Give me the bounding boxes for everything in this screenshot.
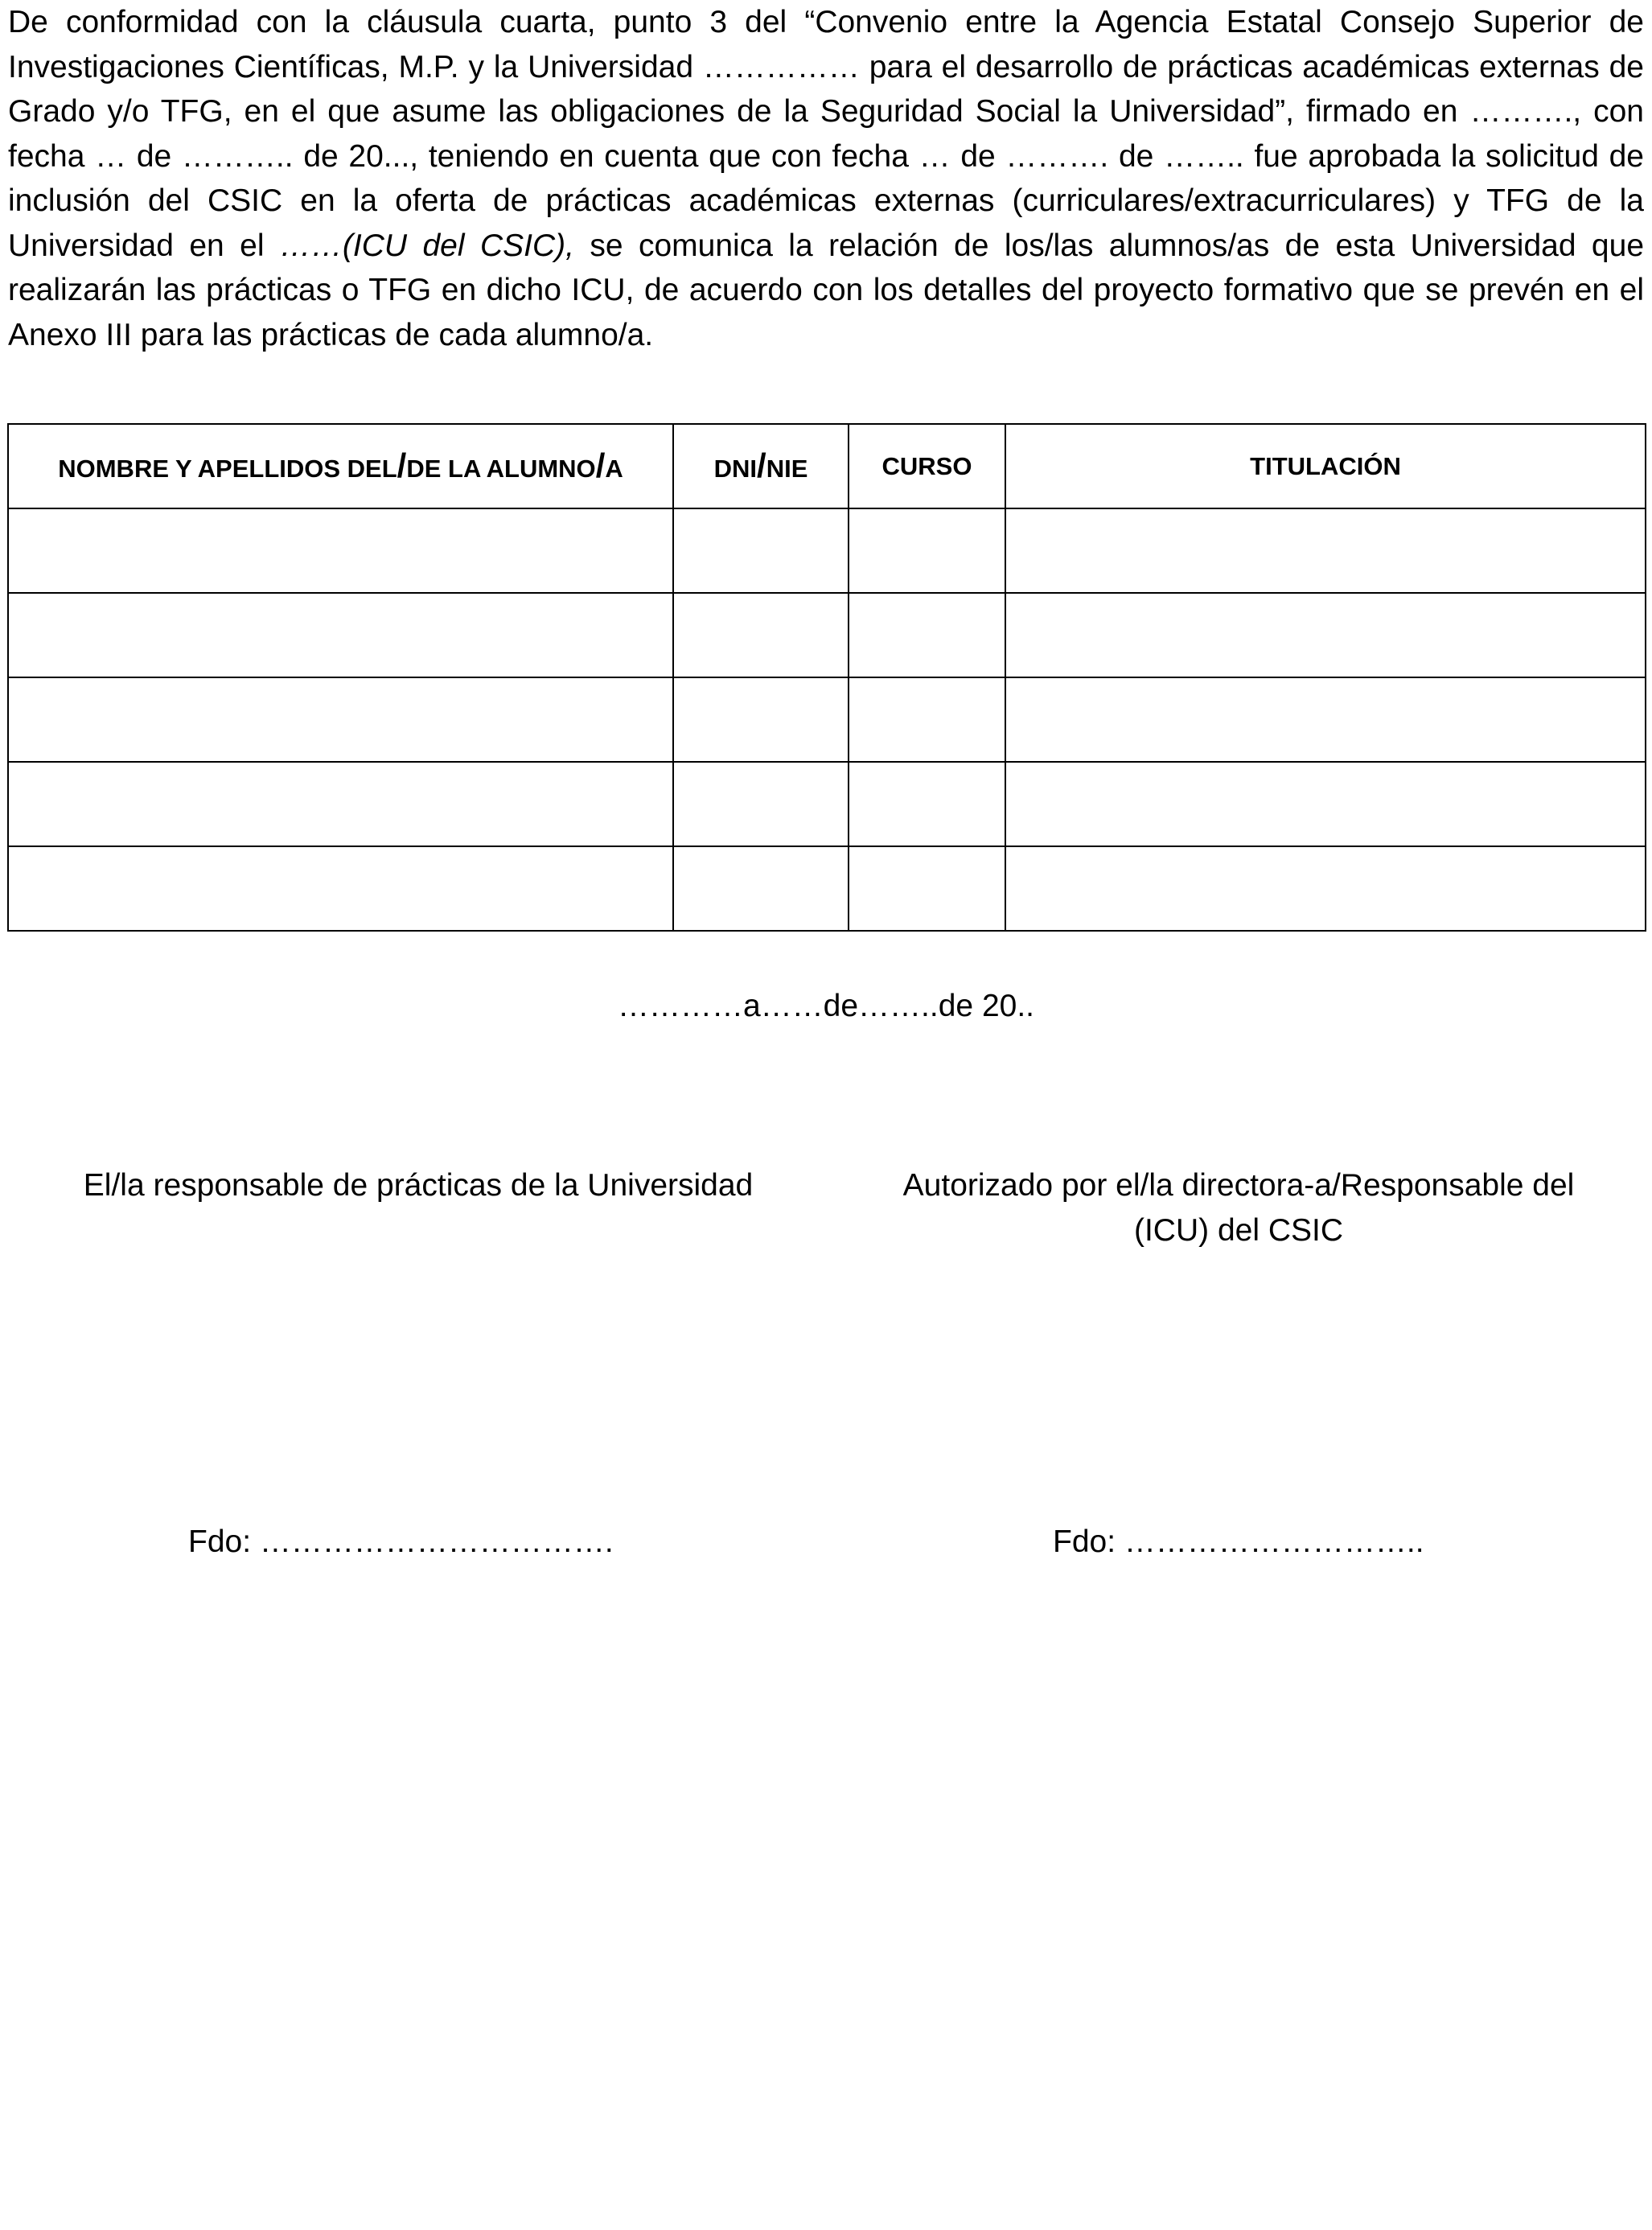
cell-titulacion[interactable] <box>1005 677 1646 762</box>
table-header-row <box>8 424 1646 508</box>
date-line: …………a……de……..de 20.. <box>617 989 1034 1023</box>
cell-student-name[interactable] <box>8 508 673 593</box>
table-row <box>8 677 1646 762</box>
cell-student-name[interactable] <box>8 846 673 931</box>
table-row <box>8 593 1646 677</box>
signature-university-label <box>24 1163 812 1208</box>
table-row <box>8 846 1646 931</box>
table-row <box>8 508 1646 593</box>
cell-curso[interactable] <box>849 762 1005 846</box>
cell-titulacion[interactable] <box>1005 593 1646 677</box>
table-row <box>8 762 1646 846</box>
cell-dni-nie[interactable] <box>673 762 849 846</box>
cell-curso[interactable] <box>849 846 1005 931</box>
signature-icu-line1: Autorizado por el/la directora-a/Responsable del <box>902 1168 1575 1203</box>
cell-dni-nie[interactable] <box>673 508 849 593</box>
cell-student-name[interactable] <box>8 677 673 762</box>
cell-titulacion[interactable] <box>1005 762 1646 846</box>
header-titulacion: TITULACIÓN <box>1005 424 1646 508</box>
signature-icu-label <box>844 1163 1633 1253</box>
intro-text-part1: De conformidad con la cláusula cuarta, punto 3 del “Convenio entre la Agencia Estatal Consejo Superior de Investigaciones Científicas, M.P. y la Universidad …………… para el desarrollo de prácticas académicas externas de Grado y/o TFG, en el que asume las obligaciones de la Seguridad Social la Universidad”, firmado en ………., con fecha … de ……….. de 20..., teniendo en cuenta que con fecha … de ………. de …….. fue aprobada la solicitud de inclusión del CSIC en la oferta de prácticas académicas externas (curriculares/extracurriculares) y TFG de la Universidad en el <box>8 5 1644 263</box>
header-curso: CURSO <box>849 424 1005 508</box>
intro-text-part2: se comunica la relación de los/las alumnos/as de esta Universidad que realizarán las prácticas o TFG en dicho ICU, de acuerdo con los detalles del proyecto formativo que se prevén en el Anexo III para las prácticas de cada alumno/a. <box>8 228 1645 352</box>
header-student-name: NOMBRE Y APELLIDOS DEL/DE LA ALUMNO/A <box>8 424 673 508</box>
cell-dni-nie[interactable] <box>673 593 849 677</box>
cell-dni-nie[interactable] <box>673 846 849 931</box>
students-table <box>7 423 1646 932</box>
cell-curso[interactable] <box>849 593 1005 677</box>
cell-titulacion[interactable] <box>1005 508 1646 593</box>
cell-student-name[interactable] <box>8 593 673 677</box>
header-dni-nie: DNI/NIE <box>673 424 849 508</box>
cell-titulacion[interactable] <box>1005 846 1646 931</box>
signature-field-university[interactable]: Fdo: ……………………………. <box>188 1524 614 1559</box>
signature-field-icu[interactable]: Fdo: ……………………….. <box>1053 1524 1424 1559</box>
intro-paragraph <box>8 0 1644 357</box>
cell-dni-nie[interactable] <box>673 677 849 762</box>
signature-icu-line2: (ICU) del CSIC <box>1133 1213 1344 1248</box>
cell-curso[interactable] <box>849 677 1005 762</box>
cell-curso[interactable] <box>849 508 1005 593</box>
intro-text-icu: ……(ICU del CSIC), <box>279 228 574 263</box>
cell-student-name[interactable] <box>8 762 673 846</box>
signature-university-text: El/la responsable de prácticas de la Universidad <box>83 1168 754 1203</box>
